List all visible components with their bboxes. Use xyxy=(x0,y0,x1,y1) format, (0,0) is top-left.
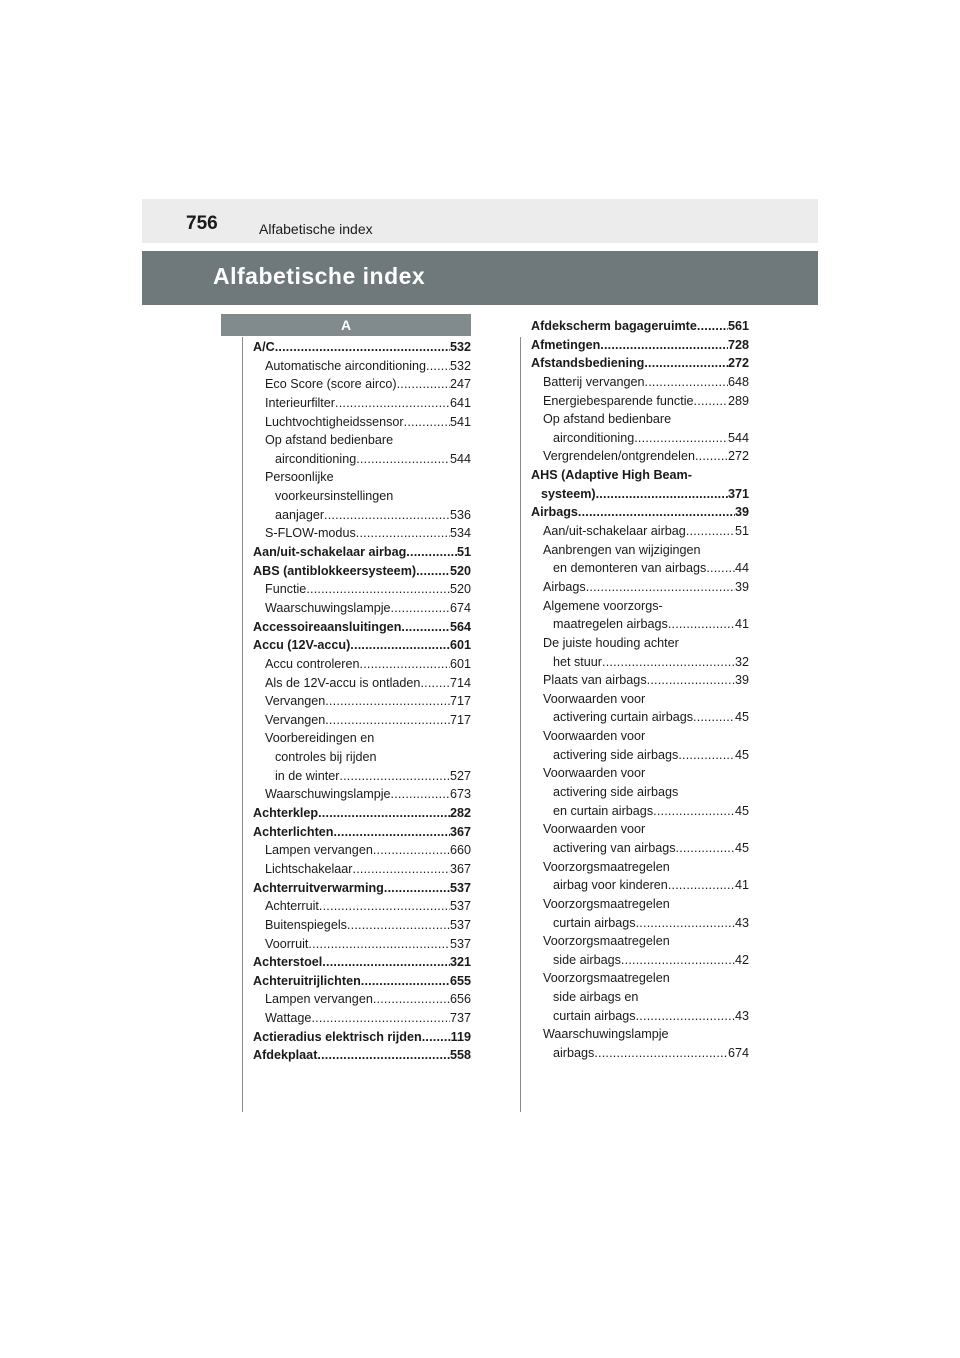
index-entry-text: Voorzorgsmaatregelen xyxy=(543,971,670,986)
dot-leader xyxy=(384,879,450,898)
index-entry xyxy=(253,729,471,748)
index-entry-text: activering side airbags xyxy=(553,747,679,762)
index-entry-text: het stuur xyxy=(553,654,603,669)
index-entry-text: airbags xyxy=(553,1045,595,1060)
index-entry xyxy=(253,1028,471,1047)
dot-leader xyxy=(600,336,728,355)
index-entry-text: Vervangen xyxy=(265,694,326,709)
index-page-ref: 43 xyxy=(734,915,749,930)
index-entry-text: Lampen vervangen xyxy=(265,992,373,1007)
index-entry xyxy=(531,914,749,933)
index-entry-text: Lichtschakelaar xyxy=(265,861,353,876)
dot-leader xyxy=(420,674,450,693)
index-entry xyxy=(531,802,749,821)
dot-leader xyxy=(339,767,450,786)
index-entry xyxy=(531,392,749,411)
index-page-ref: 45 xyxy=(734,710,749,725)
index-entry xyxy=(531,951,749,970)
dot-leader xyxy=(275,338,450,357)
dot-leader xyxy=(596,485,728,504)
dot-leader xyxy=(361,972,450,991)
index-entry xyxy=(253,1009,471,1028)
dot-leader xyxy=(401,618,450,637)
index-entry xyxy=(253,524,471,543)
index-page-ref: 537 xyxy=(449,917,471,932)
index-page-ref: 321 xyxy=(449,955,471,970)
index-entry-text: Persoonlijke xyxy=(265,470,334,485)
index-entry xyxy=(531,858,749,877)
index-entry-text: Op afstand bedienbare xyxy=(265,433,394,448)
index-entry xyxy=(531,541,749,560)
dot-leader xyxy=(634,429,728,448)
index-entry xyxy=(253,450,471,469)
index-entry xyxy=(531,503,749,522)
index-entry-text: Voorwaarden voor xyxy=(543,822,646,837)
dot-leader xyxy=(644,354,728,373)
index-entry xyxy=(531,876,749,895)
index-entry-text: Accu controleren xyxy=(265,656,360,671)
index-entry xyxy=(531,895,749,914)
dot-leader xyxy=(325,711,450,730)
index-entry-text: Voorwaarden voor xyxy=(543,691,646,706)
index-page-ref: 32 xyxy=(734,654,749,669)
index-entry xyxy=(253,897,471,916)
index-page-ref: 532 xyxy=(449,358,471,373)
index-entry-text: systeem) xyxy=(541,486,596,501)
index-entry xyxy=(253,543,471,562)
index-page-ref: 544 xyxy=(727,430,749,445)
index-entry-text: Afmetingen xyxy=(531,337,601,352)
dot-leader xyxy=(347,916,450,935)
index-entry xyxy=(531,373,749,392)
index-page-ref: 367 xyxy=(449,861,471,876)
index-entry xyxy=(253,916,471,935)
index-page-ref: 119 xyxy=(450,1029,471,1044)
index-entry-text: Achterklep xyxy=(253,806,319,821)
index-entry-text: Lampen vervangen xyxy=(265,843,373,858)
index-page-ref: 541 xyxy=(449,414,471,429)
index-entry-text: airbag voor kinderen xyxy=(553,878,668,893)
index-entry xyxy=(253,487,471,506)
index-entry xyxy=(531,969,749,988)
index-page-ref: 648 xyxy=(727,374,749,389)
index-entry-text: Wattage xyxy=(265,1011,312,1026)
index-entry-text: Accu (12V-accu) xyxy=(253,638,351,653)
index-entry-text: Waarschuwingslampje xyxy=(265,787,391,802)
index-page-ref: 537 xyxy=(449,899,471,914)
index-entry xyxy=(253,468,471,487)
dot-leader xyxy=(391,785,450,804)
index-entry-text: in de winter xyxy=(275,768,340,783)
index-entry xyxy=(253,357,471,376)
index-entry xyxy=(531,783,749,802)
dot-leader xyxy=(335,394,450,413)
index-page-ref: 371 xyxy=(727,486,749,501)
index-page-ref: 561 xyxy=(727,319,749,333)
dot-leader xyxy=(360,655,450,674)
index-page-ref: 534 xyxy=(449,526,471,541)
dot-leader xyxy=(426,357,450,376)
index-entry-text: Aan/uit-schakelaar airbag xyxy=(253,545,407,560)
index-entry xyxy=(253,823,471,842)
chapter-title: Alfabetische index xyxy=(213,263,426,289)
index-entry-text: Als de 12V-accu is ontladen xyxy=(265,675,421,690)
index-entry-text: Achteruitrijlichten xyxy=(253,973,361,988)
dot-leader xyxy=(697,317,728,336)
index-entry xyxy=(253,375,471,394)
index-page-ref: 674 xyxy=(727,1045,749,1060)
index-entry xyxy=(531,820,749,839)
dot-leader xyxy=(391,599,450,618)
index-entry xyxy=(253,618,471,637)
index-entry-text: Voorwaarden voor xyxy=(543,766,646,781)
dot-leader xyxy=(325,692,450,711)
index-entry-text: Airbags xyxy=(543,579,586,594)
dot-leader xyxy=(586,578,735,597)
index-entry xyxy=(531,839,749,858)
index-entry xyxy=(531,988,749,1007)
index-entry xyxy=(253,506,471,525)
running-header-bar xyxy=(142,199,818,243)
index-page-ref: 282 xyxy=(449,806,471,821)
index-entry-text: en curtain airbags xyxy=(553,803,654,818)
dot-leader xyxy=(397,375,450,394)
dot-leader xyxy=(668,876,735,895)
index-entry xyxy=(531,354,749,373)
index-entry-text: Achterlichten xyxy=(253,824,334,839)
index-entry-text: ABS (antiblokkeersysteem) xyxy=(253,563,417,578)
index-entry xyxy=(253,655,471,674)
index-entry-text: Buitenspiegels xyxy=(265,917,347,932)
index-entry-text: Achterstoel xyxy=(253,955,323,970)
index-entry-text: A/C xyxy=(253,340,275,354)
index-entry-text: Interieurfilter xyxy=(265,395,335,410)
index-entry xyxy=(253,804,471,823)
dot-leader xyxy=(694,392,728,411)
index-entry xyxy=(531,634,749,653)
index-entry-text: Waarschuwingslampje xyxy=(543,1027,669,1042)
dot-leader xyxy=(695,447,728,466)
index-entry xyxy=(531,336,749,355)
index-entry-text: Automatische airconditioning xyxy=(265,358,427,373)
index-page-ref: 717 xyxy=(449,694,471,709)
index-entry xyxy=(253,413,471,432)
index-entry xyxy=(531,410,749,429)
index-page-ref: 656 xyxy=(449,992,471,1007)
dot-leader xyxy=(422,1028,451,1047)
index-page-ref: 520 xyxy=(449,582,471,597)
dot-leader xyxy=(676,839,735,858)
index-entry-text: Accessoireaansluitingen xyxy=(253,619,402,634)
dot-leader xyxy=(306,580,450,599)
index-entry-text: voorkeursinstellingen xyxy=(275,489,394,504)
index-entry-text: Aanbrengen van wijzigingen xyxy=(543,542,701,557)
index-entry xyxy=(531,1025,749,1044)
index-page-ref: 39 xyxy=(734,579,749,594)
index-entry-text: Afdekplaat xyxy=(253,1048,318,1063)
index-entry xyxy=(253,692,471,711)
index-page-ref: 45 xyxy=(734,803,749,818)
index-entry xyxy=(253,767,471,786)
index-entry xyxy=(531,671,749,690)
index-entry xyxy=(253,935,471,954)
index-entry-text: Functie xyxy=(265,582,307,597)
index-page-ref: 43 xyxy=(734,1008,749,1023)
dot-leader xyxy=(686,522,735,541)
index-entry-text: Eco Score (score airco) xyxy=(265,377,397,392)
index-page-ref: 537 xyxy=(449,880,471,895)
index-entry xyxy=(531,727,749,746)
index-entry-text: Energiebesparende functie xyxy=(543,393,694,408)
dot-leader xyxy=(636,1007,735,1026)
dot-leader xyxy=(373,841,450,860)
index-entry-text: curtain airbags xyxy=(553,915,636,930)
index-page-ref: 289 xyxy=(727,393,749,408)
index-entry xyxy=(531,559,749,578)
dot-leader xyxy=(356,450,450,469)
index-entry-text: Voorzorgsmaatregelen xyxy=(543,896,670,911)
index-entry-text: side airbags xyxy=(553,952,621,967)
index-page-ref: 45 xyxy=(734,840,749,855)
index-entry xyxy=(531,1044,749,1063)
dot-leader xyxy=(668,615,735,634)
index-entry-text: side airbags en xyxy=(553,990,639,1005)
index-page-ref: 520 xyxy=(449,563,471,578)
index-entry-text: Op afstand bedienbare xyxy=(543,412,672,427)
index-entry xyxy=(531,764,749,783)
dot-leader xyxy=(319,897,450,916)
index-entry-text: curtain airbags xyxy=(553,1008,636,1023)
dot-leader xyxy=(693,708,735,727)
dot-leader xyxy=(322,953,450,972)
index-entry-text: Luchtvochtigheidssensor xyxy=(265,414,404,429)
index-page-ref: 527 xyxy=(449,768,471,783)
index-page-ref: 45 xyxy=(734,747,749,762)
index-entry-text: Algemene voorzorgs- xyxy=(543,598,663,613)
index-entry xyxy=(253,785,471,804)
index-entry xyxy=(531,317,749,336)
dot-leader xyxy=(406,543,457,562)
dot-leader xyxy=(308,935,450,954)
dot-leader xyxy=(602,653,735,672)
dot-leader xyxy=(636,914,735,933)
index-entry-text: activering side airbags xyxy=(553,785,679,800)
page-number: 756 xyxy=(186,213,218,234)
dot-leader xyxy=(356,524,450,543)
index-entry-text: Voorruit xyxy=(265,936,309,951)
index-entry xyxy=(531,522,749,541)
index-entry xyxy=(531,578,749,597)
dot-leader xyxy=(416,562,450,581)
index-entry-text: Waarschuwingslampje xyxy=(265,600,391,615)
index-entry-text: Achterruitverwarming xyxy=(253,880,384,895)
index-letter-heading: A xyxy=(221,314,471,336)
index-entry xyxy=(531,690,749,709)
index-entry xyxy=(531,447,749,466)
dot-leader xyxy=(578,503,735,522)
index-page-ref: 41 xyxy=(734,878,749,893)
index-entry xyxy=(531,429,749,448)
dot-leader xyxy=(621,951,735,970)
index-entry xyxy=(253,636,471,655)
dot-leader xyxy=(404,413,450,432)
dot-leader xyxy=(678,746,735,765)
index-entry-text: Aan/uit-schakelaar airbag xyxy=(543,524,686,539)
dot-leader xyxy=(317,1046,450,1065)
index-entry-text: airconditioning xyxy=(275,451,357,466)
index-entry xyxy=(253,599,471,618)
index-page-ref: 42 xyxy=(734,952,749,967)
index-page-ref: 39 xyxy=(734,505,749,520)
index-entry xyxy=(531,615,749,634)
index-column-left xyxy=(253,338,471,1065)
index-entry xyxy=(531,1007,749,1026)
index-page-ref: 673 xyxy=(449,787,471,802)
index-page-ref: 601 xyxy=(449,638,471,653)
index-entry-text: Voorzorgsmaatregelen xyxy=(543,934,670,949)
index-entry-text: Voorwaarden voor xyxy=(543,729,646,744)
running-header-title: Alfabetische index xyxy=(259,221,373,237)
index-page-ref: 564 xyxy=(449,619,471,634)
index-entry-text: Voorbereidingen en xyxy=(265,731,375,746)
index-page-ref: 367 xyxy=(449,824,471,839)
index-page-ref: 601 xyxy=(449,656,471,671)
index-entry-text: Plaats van airbags xyxy=(543,673,647,688)
index-page-ref: 674 xyxy=(449,600,471,615)
index-entry-text: controles bij rijden xyxy=(275,750,377,765)
index-entry xyxy=(253,580,471,599)
dot-leader xyxy=(324,506,450,525)
index-page-ref: 247 xyxy=(449,377,471,392)
index-entry-text: S-FLOW-modus xyxy=(265,526,356,541)
index-entry xyxy=(531,708,749,727)
index-entry-text: activering van airbags xyxy=(553,840,676,855)
dot-leader xyxy=(333,823,450,842)
index-entry-text: Actieradius elektrisch rijden xyxy=(253,1029,422,1044)
index-entry-text: Afdekscherm bagageruimte xyxy=(531,319,697,333)
index-entry xyxy=(253,972,471,991)
index-entry xyxy=(253,674,471,693)
dot-leader xyxy=(594,1044,728,1063)
index-entry xyxy=(253,841,471,860)
index-page-ref: 737 xyxy=(449,1011,471,1026)
index-page-ref: 272 xyxy=(727,356,749,371)
index-page-ref: 51 xyxy=(734,524,749,539)
index-page-ref: 536 xyxy=(449,507,471,522)
index-entry-text: De juiste houding achter xyxy=(543,635,679,650)
index-entry-text: en demonteren van airbags xyxy=(553,561,707,576)
index-entry xyxy=(253,431,471,450)
index-entry-text: Airbags xyxy=(531,505,578,520)
index-page-ref: 714 xyxy=(449,675,471,690)
index-entry xyxy=(531,932,749,951)
index-page-ref: 544 xyxy=(449,451,471,466)
column-divider-right xyxy=(520,337,521,1112)
index-entry xyxy=(531,466,749,485)
index-entry xyxy=(531,746,749,765)
index-entry xyxy=(253,394,471,413)
index-page-ref: 39 xyxy=(734,673,749,688)
index-entry xyxy=(253,562,471,581)
index-entry-text: Vergrendelen/ontgrendelen xyxy=(543,449,695,464)
index-entry-text: aanjager xyxy=(275,507,325,522)
dot-leader xyxy=(706,559,735,578)
index-entry xyxy=(531,597,749,616)
index-entry-text: Batterij vervangen xyxy=(543,374,645,389)
index-page-ref: 641 xyxy=(449,395,471,410)
index-page-ref: 532 xyxy=(449,340,471,354)
index-entry xyxy=(253,338,471,357)
index-entry xyxy=(531,485,749,504)
index-page-ref: 660 xyxy=(449,843,471,858)
index-entry xyxy=(253,990,471,1009)
dot-leader xyxy=(647,671,735,690)
dot-leader xyxy=(353,860,450,879)
index-page-ref: 44 xyxy=(734,561,749,576)
index-entry xyxy=(253,711,471,730)
index-page-ref: 655 xyxy=(449,973,471,988)
index-entry xyxy=(253,748,471,767)
dot-leader xyxy=(318,804,450,823)
index-entry-text: activering curtain airbags xyxy=(553,710,694,725)
dot-leader xyxy=(350,636,450,655)
dot-leader xyxy=(645,373,728,392)
index-entry-text: Afstandsbediening xyxy=(531,356,645,371)
index-page-ref: 51 xyxy=(456,545,471,560)
index-entry xyxy=(253,860,471,879)
index-page-ref: 537 xyxy=(449,936,471,951)
index-entry-text: maatregelen airbags xyxy=(553,617,668,632)
index-entry-text: Vervangen xyxy=(265,712,326,727)
index-entry xyxy=(253,953,471,972)
index-page-ref: 41 xyxy=(734,617,749,632)
index-entry xyxy=(253,879,471,898)
index-column-right xyxy=(531,317,749,1063)
index-entry-text: Achterruit xyxy=(265,899,319,914)
index-page-ref: 272 xyxy=(727,449,749,464)
index-page-ref: 558 xyxy=(449,1048,471,1063)
dot-leader xyxy=(373,990,450,1009)
index-entry xyxy=(531,653,749,672)
index-page-ref: 717 xyxy=(449,712,471,727)
column-divider-left xyxy=(242,337,243,1112)
index-entry-text: Voorzorgsmaatregelen xyxy=(543,859,670,874)
index-entry xyxy=(253,1046,471,1065)
index-entry-text: airconditioning xyxy=(553,430,635,445)
index-entry-text: AHS (Adaptive High Beam- xyxy=(531,468,692,483)
dot-leader xyxy=(653,802,735,821)
index-page-ref: 728 xyxy=(727,337,749,352)
dot-leader xyxy=(311,1009,450,1028)
